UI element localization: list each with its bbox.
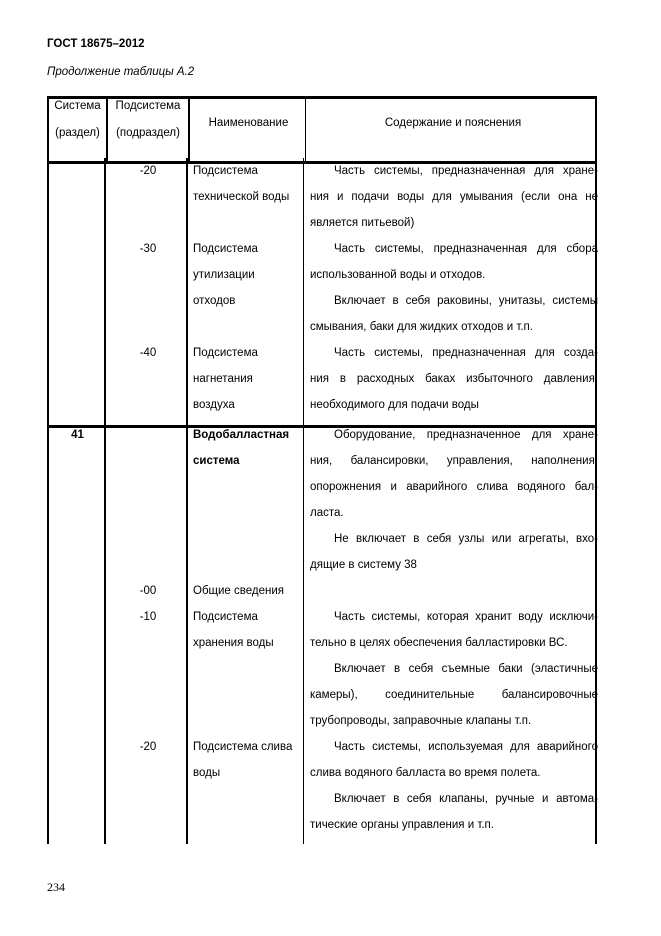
system-cell xyxy=(49,288,106,314)
table-line xyxy=(49,184,598,210)
subsystem-cell: -00 xyxy=(139,585,157,597)
classification-table xyxy=(47,96,597,844)
content-cell: Не включает в себя узлы или агрегаты, вхо- xyxy=(334,533,598,545)
subsystem-cell xyxy=(108,474,188,500)
name-cell: утилизации xyxy=(193,269,255,281)
content-cell: камеры), соединительные балансировочные xyxy=(310,689,598,701)
name-cell: технической воды xyxy=(193,191,290,203)
system-cell xyxy=(49,682,106,708)
table-line xyxy=(49,682,598,708)
name-cell xyxy=(193,474,305,500)
content-cell: ния в расходных баках избыточного давления, xyxy=(310,373,598,385)
content-cell: слива водяного балласта во время полета. xyxy=(310,767,541,779)
subsystem-cell xyxy=(108,448,188,474)
page-number: 234 xyxy=(47,880,65,894)
content-cell: Часть системы, предназначенная для созда- xyxy=(334,347,598,359)
content-cell: является питьевой) xyxy=(310,217,415,229)
header-content xyxy=(305,99,600,161)
table-line xyxy=(49,262,595,288)
content-cell: Часть системы, предназначенная для хране- xyxy=(334,165,598,177)
content-cell: дящие в систему 38 xyxy=(310,559,417,571)
table-body xyxy=(47,158,597,844)
table-line xyxy=(49,760,595,786)
table-line xyxy=(49,786,598,812)
document-code: ГОСТ 18675–2012 xyxy=(47,38,145,50)
table-caption: Продолжение таблицы А.2 xyxy=(47,66,195,78)
subsystem-cell xyxy=(108,552,188,578)
subsystem-cell xyxy=(108,630,188,656)
content-cell: Часть системы, используемая для аварийного xyxy=(334,741,598,753)
subsystem-cell xyxy=(108,760,188,786)
header-name xyxy=(188,99,307,161)
name-cell xyxy=(193,812,305,838)
name-cell xyxy=(193,552,305,578)
name-cell xyxy=(193,526,305,552)
table-line xyxy=(49,236,598,262)
system-cell xyxy=(49,262,106,288)
system-cell xyxy=(49,526,106,552)
content-cell: Включает в себя съемные баки (эластичные xyxy=(334,663,598,675)
content-cell: Оборудование, предназначенное для хране- xyxy=(334,429,598,441)
name-cell: Подсистема xyxy=(193,347,258,359)
name-cell: хранения воды xyxy=(193,637,274,649)
system-cell: 41 xyxy=(71,429,84,441)
header-system-line1: Система xyxy=(54,100,101,112)
header-content-label: Содержание и пояснения xyxy=(384,117,522,129)
header-subsystem-line2: (подраздел) xyxy=(116,127,180,139)
system-cell xyxy=(49,210,106,236)
header-subsystem xyxy=(106,99,188,161)
table-row-group xyxy=(47,422,597,844)
name-cell xyxy=(193,210,305,236)
table-line xyxy=(49,314,595,340)
content-cell: Часть системы, которая хранит воду исключи- xyxy=(334,611,598,623)
table-line xyxy=(49,552,595,578)
name-cell: Подсистема xyxy=(193,611,258,623)
system-cell xyxy=(49,578,106,604)
content-cell: использованной воды и отходов. xyxy=(310,269,486,281)
content-cell: тельно в целях обеспечения балластировки ВС. xyxy=(310,637,568,649)
name-cell: Общие сведения xyxy=(193,585,284,597)
content-cell: трубопроводы, заправочные клапаны т.п. xyxy=(310,715,532,727)
table-line xyxy=(49,474,598,500)
table-line xyxy=(49,578,595,604)
system-cell xyxy=(49,656,106,682)
table-line xyxy=(49,604,598,630)
subsystem-cell xyxy=(108,422,188,448)
content-cell: ласта. xyxy=(310,507,344,519)
table-line xyxy=(49,340,598,366)
header-name-label: Наименование xyxy=(208,117,289,129)
content-cell: опорожнения и аварийного слива водяного бал- xyxy=(310,481,598,493)
table-line xyxy=(49,812,595,838)
table-line xyxy=(49,288,598,314)
system-cell xyxy=(49,366,106,392)
name-cell: Подсистема xyxy=(193,243,258,255)
system-cell xyxy=(49,236,106,262)
table-line xyxy=(49,734,598,760)
subsystem-cell xyxy=(108,526,188,552)
name-cell: воздуха xyxy=(193,399,235,411)
system-cell xyxy=(49,500,106,526)
header-subsystem-line1: Подсистема xyxy=(115,100,181,112)
subsystem-cell xyxy=(108,500,188,526)
subsystem-cell: -10 xyxy=(139,611,157,623)
subsystem-cell: -40 xyxy=(139,347,157,359)
subsystem-cell xyxy=(108,656,188,682)
system-cell xyxy=(49,812,106,838)
name-cell xyxy=(193,314,305,340)
header-system-line2: (раздел) xyxy=(55,127,100,139)
name-cell xyxy=(193,786,305,812)
table-line xyxy=(49,708,595,734)
content-cell: необходимого для подачи воды xyxy=(310,399,479,411)
name-cell: отходов xyxy=(193,295,236,307)
table-row-group xyxy=(47,158,597,428)
subsystem-cell xyxy=(108,392,188,418)
subsystem-cell xyxy=(108,262,188,288)
system-cell xyxy=(49,158,106,184)
system-cell xyxy=(49,552,106,578)
content-cell: ния и подачи воды для умывания (если она не xyxy=(310,191,598,203)
system-cell xyxy=(49,786,106,812)
system-cell xyxy=(49,314,106,340)
system-cell xyxy=(49,184,106,210)
table-line xyxy=(49,500,595,526)
subsystem-cell xyxy=(108,366,188,392)
subsystem-cell xyxy=(108,314,188,340)
content-cell: Включает в себя раковины, унитазы, системы xyxy=(334,295,598,307)
name-cell: Подсистема xyxy=(193,165,258,177)
table-header xyxy=(47,96,597,164)
subsystem-cell xyxy=(108,812,188,838)
header-system xyxy=(49,99,106,161)
subsystem-cell xyxy=(108,682,188,708)
table-line xyxy=(49,630,595,656)
name-cell: Подсистема слива xyxy=(193,741,293,753)
system-cell xyxy=(49,604,106,630)
name-cell xyxy=(193,708,305,734)
name-cell xyxy=(193,656,305,682)
content-cell: Включает в себя клапаны, ручные и автома- xyxy=(334,793,598,805)
subsystem-cell xyxy=(108,708,188,734)
content-cell: Часть системы, предназначенная для сбора xyxy=(334,243,598,255)
name-cell xyxy=(193,682,305,708)
table-line xyxy=(49,526,598,552)
subsystem-cell: -20 xyxy=(139,165,157,177)
table-line xyxy=(49,392,595,418)
subsystem-cell xyxy=(108,184,188,210)
content-cell: тические органы управления и т.п. xyxy=(310,819,494,831)
name-cell: нагнетания xyxy=(193,373,253,385)
content-cell: смывания, баки для жидких отходов и т.п. xyxy=(310,321,533,333)
name-cell xyxy=(193,500,305,526)
name-cell: воды xyxy=(193,767,221,779)
table-line xyxy=(49,210,595,236)
system-cell xyxy=(49,708,106,734)
content-cell xyxy=(310,578,598,604)
table-line xyxy=(49,422,598,448)
system-cell xyxy=(49,630,106,656)
system-cell xyxy=(49,392,106,418)
subsystem-cell xyxy=(108,786,188,812)
name-cell: Водобалластная xyxy=(193,429,290,441)
system-cell xyxy=(49,448,106,474)
table-line xyxy=(49,448,598,474)
table-line xyxy=(49,656,598,682)
table-line xyxy=(49,366,598,392)
name-cell: система xyxy=(193,455,240,467)
subsystem-cell xyxy=(108,288,188,314)
system-cell xyxy=(49,734,106,760)
subsystem-cell: -20 xyxy=(139,741,157,753)
system-cell xyxy=(49,760,106,786)
content-cell: ния, балансировки, управления, наполнения, xyxy=(310,455,598,467)
subsystem-cell xyxy=(108,210,188,236)
system-cell xyxy=(49,474,106,500)
table-line xyxy=(49,158,598,184)
subsystem-cell: -30 xyxy=(139,243,157,255)
system-cell xyxy=(49,340,106,366)
